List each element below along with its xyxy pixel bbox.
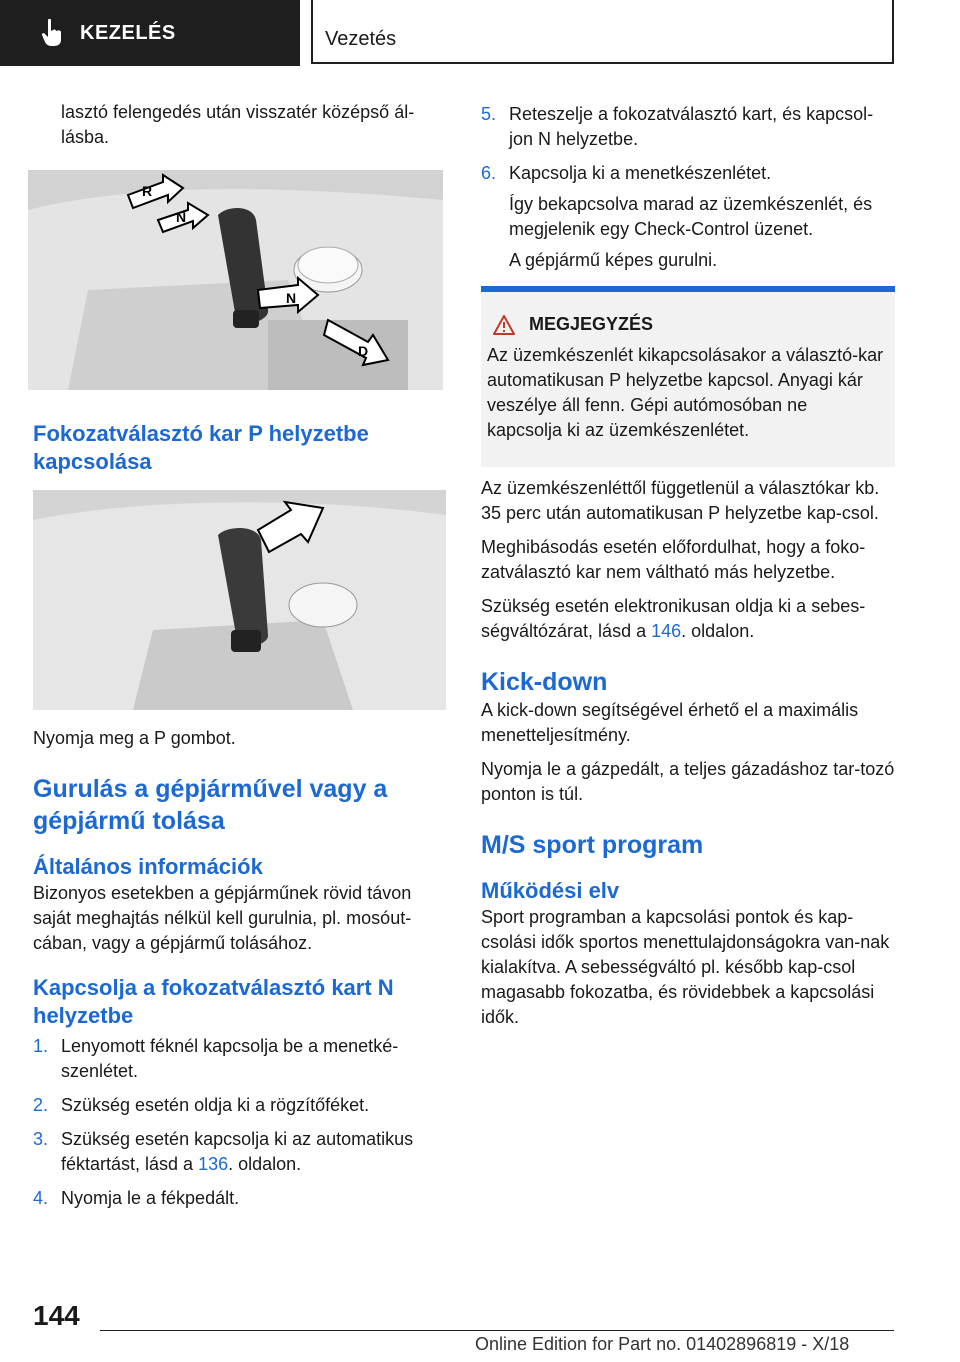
right-column-lower xyxy=(481,476,895,1030)
warning-triangle-icon xyxy=(493,315,515,335)
gear-label-d: D xyxy=(358,343,369,359)
list-item xyxy=(481,102,895,152)
park-button-illustration xyxy=(33,490,446,710)
list-item xyxy=(33,1093,443,1118)
step-text: Lenyomott féknél kapcsolja be a menetké-szenlétet. xyxy=(61,1036,399,1081)
gear-label-n1: N xyxy=(176,209,187,225)
kickdown-heading: Kick-down xyxy=(481,668,608,696)
function-heading: Működési elv xyxy=(481,878,620,903)
note-title-row xyxy=(487,312,887,337)
kickdown-text-2: Nyomja le a gázpedált, a teljes gázadáshoz tar-tozó ponton is túl. xyxy=(481,759,895,804)
page-link-146[interactable]: 146 xyxy=(651,621,682,641)
right-column-top xyxy=(481,102,895,273)
step-number: 1. xyxy=(33,1036,49,1056)
page-number: 144 xyxy=(33,1300,80,1331)
chapter-header xyxy=(311,0,894,64)
chapter-label: Vezetés xyxy=(325,28,397,50)
roll-heading: Gurulás a gépjárművel vagy a gépjármű tolása xyxy=(33,775,388,835)
list-item xyxy=(481,161,895,273)
page-link-136[interactable]: 136 xyxy=(198,1154,229,1174)
gear-shift-illustration xyxy=(28,170,443,390)
step-sub-text: Így bekapcsolva marad az üzemkészenlét, és megjelenik egy Check-Control üzenet. xyxy=(509,194,873,239)
step-text-suffix: . oldalon. xyxy=(228,1154,302,1174)
steps-list-right xyxy=(481,102,895,273)
gear-shift-drawing xyxy=(28,170,443,390)
left-column xyxy=(33,100,443,150)
step-sub-text: A gépjármű képes gurulni. xyxy=(509,250,718,270)
list-item xyxy=(33,1034,443,1084)
list-item xyxy=(33,1186,443,1211)
kickdown-text: A kick-down segítségével érhető el a maximális menetteljesítmény. xyxy=(481,700,859,745)
left-lower xyxy=(33,726,443,1211)
park-button-drawing xyxy=(33,490,446,710)
intro-text: lasztó felengedés után visszatér középső ál-lásba. xyxy=(61,102,415,147)
step-number: 6. xyxy=(481,163,497,183)
note-text: Az üzemkészenlét kikapcsolásakor a választó-kar automatikusan P helyzetbe kapcsol. Anyagi kár veszélye áll fenn. Gépi autómosóban ne kapcsolja ki az üzemkészenlétet. xyxy=(487,345,884,440)
park-heading: Fokozatválasztó kar P helyzetbe kapcsolása xyxy=(33,421,369,474)
park-text: Nyomja meg a P gombot. xyxy=(33,728,236,748)
step-number: 2. xyxy=(33,1095,49,1115)
step-text: Nyomja le a fékpedált. xyxy=(61,1188,240,1208)
note-title: MEGJEGYZÉS xyxy=(529,314,654,334)
step-text: Kapcsolja ki a menetkészenlétet. xyxy=(509,163,772,183)
general-heading: Általános információk xyxy=(33,854,263,879)
footer-edition: Online Edition for Part no. 01402896819 - X/18 xyxy=(475,1334,850,1354)
step-number: 4. xyxy=(33,1188,49,1208)
list-item xyxy=(33,1127,443,1177)
malfunction-text: Meghibásodás esetén előfordulhat, hogy a foko-zatválasztó kar nem váltható más helyzetbe. xyxy=(481,537,866,582)
unlock-text-start: Szükség esetén elektronikusan oldja ki a sebes-ségváltózárat, lásd a xyxy=(481,596,866,641)
function-text: Sport programban a kapcsolási pontok és kap-csolási idők sportos menettulajdonságokra van-nak kialakítva. A sebességváltó pl. később kap-csol magasabb fokozatba, és rövidebbek a kapcsolási idők. xyxy=(481,907,890,1027)
section-label: KEZELÉS xyxy=(80,21,176,44)
unlock-text-end: . oldalon. xyxy=(681,621,755,641)
park-section xyxy=(33,420,443,476)
hand-pointer-icon xyxy=(40,18,64,48)
gear-label-n2: N xyxy=(286,290,297,306)
ms-sport-heading: M/S sport program xyxy=(481,831,704,859)
general-text: Bizonyos esetekben a gépjárműnek rövid távon saját meghajtás nélkül kell gurulnia, pl. mosóut-cában, vagy a gépjármű tolásához. xyxy=(33,883,412,953)
step-text: Szükség esetén oldja ki a rögzítőféket. xyxy=(61,1095,370,1115)
steps-list-left xyxy=(33,1034,443,1211)
step-number: 3. xyxy=(33,1129,49,1149)
step-text: Reteszelje a fokozatválasztó kart, és kapcsol-jon N helyzetbe. xyxy=(509,104,874,149)
gear-label-r: R xyxy=(142,183,153,199)
section-tab xyxy=(0,0,300,66)
unlock-text xyxy=(481,594,895,644)
footer-divider xyxy=(100,1330,894,1331)
note-box xyxy=(481,286,895,467)
step-text: Szükség esetén kapcsolja ki az automatikus féktartást, lásd a xyxy=(61,1129,414,1174)
auto-park-text: Az üzemkészenléttől függetlenül a választókar kb. 35 perc után automatikusan P helyzetbe kap-csol. xyxy=(481,478,880,523)
neutral-heading: Kapcsolja a fokozatválasztó kart N helyzetbe xyxy=(33,975,394,1028)
step-number: 5. xyxy=(481,104,497,124)
